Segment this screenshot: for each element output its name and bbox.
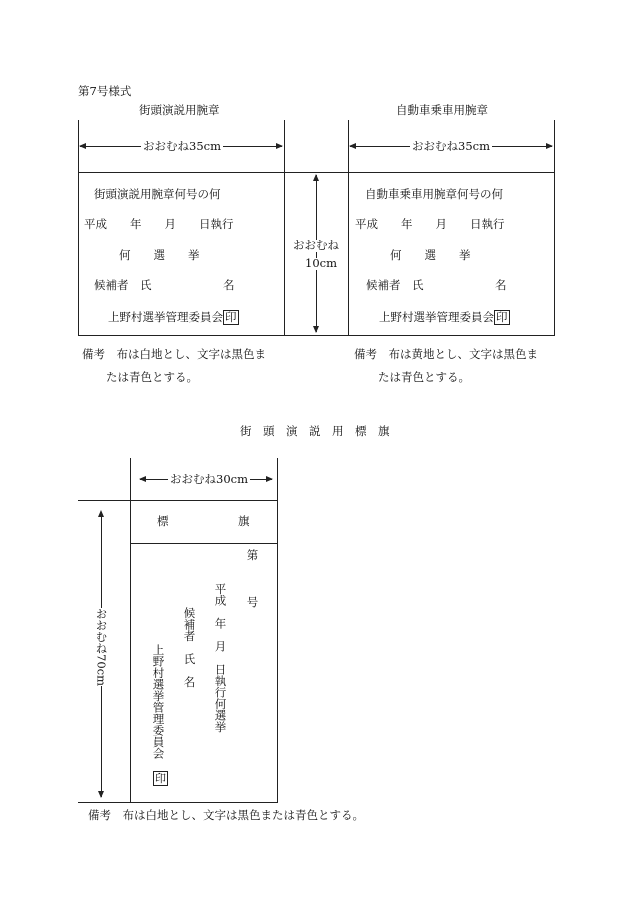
right-note-line1: 備考 布は黄地とし、文字は黒色ま [354, 347, 538, 361]
left-line4-name: 候補者 氏 [94, 278, 152, 292]
right-armband-left-edge [348, 120, 349, 336]
right-width-arrowhead-left [349, 143, 356, 149]
flag-header-right: 旗 [238, 514, 250, 528]
flag-width-label: おおむね30cm [170, 472, 248, 486]
flag-header-line [130, 543, 278, 544]
flag-width-arrowhead-left [139, 476, 146, 482]
flag-note: 備考 布は白地とし、文字は黒色または青色とする。 [88, 808, 364, 822]
flag-col-date: 平成 年 月 日執行何選挙 [213, 583, 228, 733]
left-line1: 街頭演説用腕章何号の何 [94, 187, 221, 201]
flag-col-number-suffix: 号 [245, 596, 260, 608]
flag-height-arrowhead-up [98, 510, 104, 517]
flag-right-edge [277, 458, 278, 803]
left-width-arrowhead-left [79, 143, 86, 149]
flag-col-candidate: 候補者 氏 名 [182, 607, 197, 688]
flag-stamp: 印 [155, 772, 166, 785]
right-line3: 何 選 挙 [390, 248, 471, 262]
right-width-label: おおむね35cm [412, 139, 490, 153]
left-stamp: 印 [225, 310, 237, 324]
flag-height-arrowhead-down [98, 791, 104, 798]
left-line3: 何 選 挙 [119, 248, 200, 262]
left-line5: 上野村選挙管理委員会 印 [108, 310, 237, 324]
right-stamp: 印 [496, 310, 508, 324]
flag-left-edge [130, 458, 131, 803]
right-line5: 上野村選挙管理委員会 印 [379, 310, 508, 324]
flag-header-left: 標 [157, 514, 169, 528]
left-armband-title: 街頭演説用腕章 [139, 103, 220, 117]
flag-col-number: 第 [245, 549, 260, 561]
right-line4-name: 候補者 氏 [366, 278, 424, 292]
flag-title: 街 頭 演 説 用 標 旗 [240, 424, 390, 438]
right-note-line2: たは青色とする。 [378, 370, 470, 384]
flag-top-line [78, 500, 278, 501]
left-note-line1: 備考 布は白地とし、文字は黒色ま [82, 347, 266, 361]
right-armband-title: 自動車乗車用腕章 [396, 103, 488, 117]
flag-height-label: おおむね70cm [94, 608, 109, 686]
right-armband-right-edge [554, 120, 555, 336]
armband-bottom-line [78, 335, 555, 336]
armband-top-line [78, 172, 555, 173]
height-arrowhead-up [313, 174, 319, 181]
right-line2: 平成 年 月 日執行 [355, 217, 505, 231]
height-arrowhead-down [313, 326, 319, 333]
height-label-line1: おおむね [293, 238, 339, 252]
left-line2: 平成 年 月 日執行 [84, 217, 234, 231]
left-width-arrowhead-right [276, 143, 283, 149]
left-armband-right-edge [284, 120, 285, 336]
left-armband-left-edge [78, 120, 79, 336]
form-number: 第7号様式 [78, 84, 132, 98]
height-label-line2: 10cm [305, 256, 337, 270]
left-note-line2: たは青色とする。 [106, 370, 198, 384]
flag-col-committee: 上野村選挙管理委員会 [151, 644, 166, 759]
left-line4-suffix: 名 [223, 278, 235, 292]
flag-bottom-line [78, 802, 278, 803]
left-width-label: おおむね35cm [143, 139, 221, 153]
height-arrow [316, 175, 317, 332]
right-width-arrowhead-right [546, 143, 553, 149]
flag-width-arrowhead-right [266, 476, 273, 482]
right-line1: 自動車乗車用腕章何号の何 [365, 187, 503, 201]
right-line4-suffix: 名 [495, 278, 507, 292]
